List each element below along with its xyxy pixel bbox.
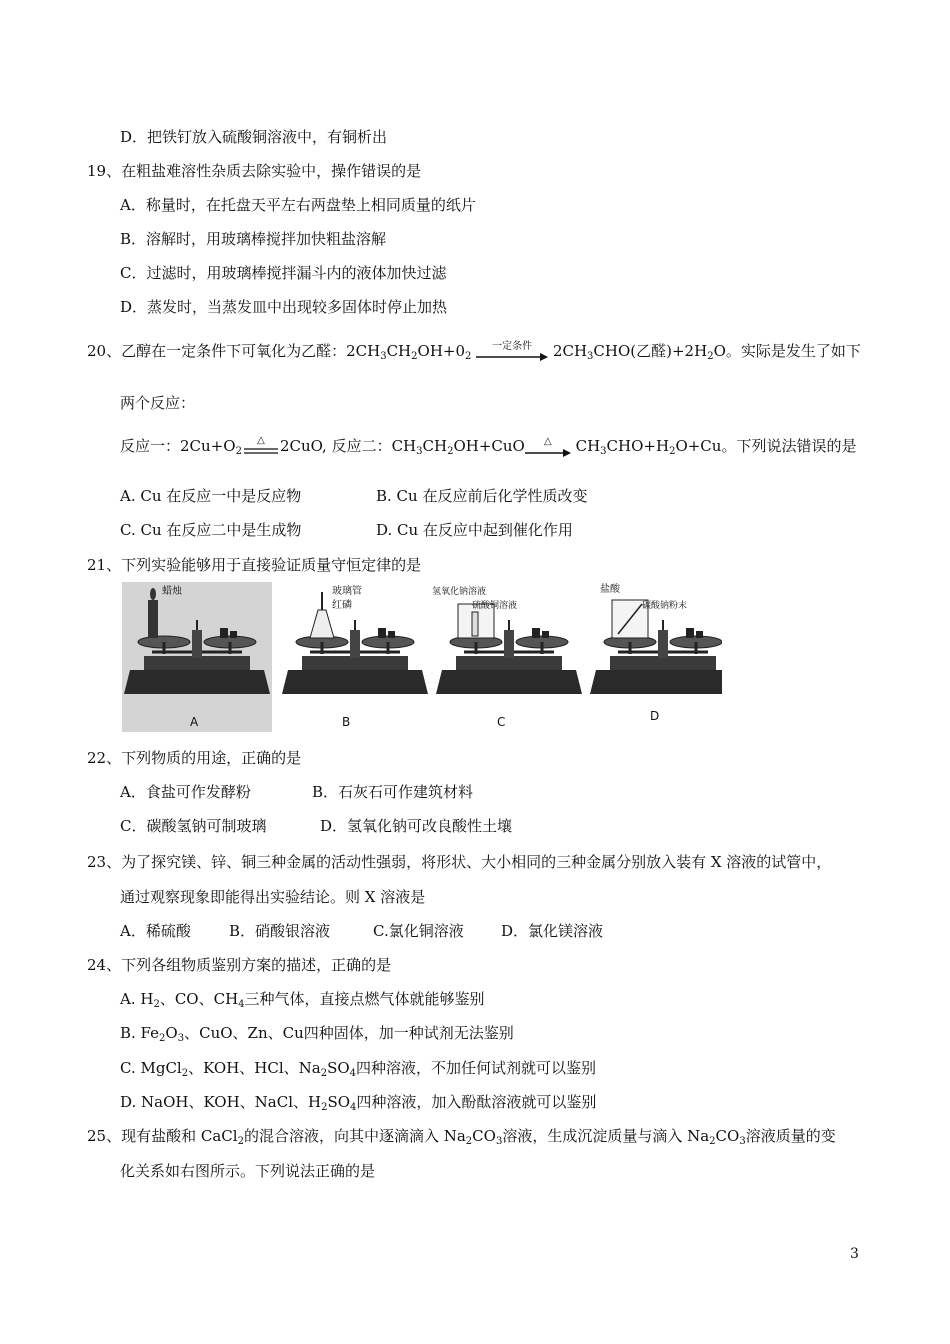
fig-letter-b: B — [342, 715, 351, 729]
q20-option-a: A. Cu 在反应一中是反应物 — [120, 487, 302, 505]
fig-letter-d: D — [650, 709, 660, 723]
q23-option-a: A．稀硫酸 — [120, 922, 191, 940]
figure-c-balance — [436, 604, 582, 694]
q21-balance-figures — [122, 582, 722, 732]
figure-d-balance — [590, 600, 722, 694]
q22-option-a: A．食盐可作发酵粉 — [120, 783, 251, 801]
q23-stem-2: 通过观察现象即能得出实验结论。则 X 溶液是 — [120, 888, 426, 906]
label-b-red-phosphorus: 红磷 — [332, 600, 352, 611]
q23-option-c: C.氯化铜溶液 — [373, 922, 464, 940]
fig-letter-c: C — [497, 715, 506, 729]
page-number: 3 — [850, 1246, 859, 1262]
figure-b-balance — [282, 592, 428, 694]
q21-stem: 21、下列实验能够用于直接验证质量守恒定律的是 — [87, 556, 422, 574]
label-c-cuso4: 硫酸铜溶液 — [472, 601, 518, 611]
q19-option-d: D．蒸发时，当蒸发皿中出现较多固体时停止加热 — [120, 298, 448, 316]
q20-option-c: C. Cu 在反应二中是生成物 — [120, 521, 302, 539]
label-d-hcl: 盐酸 — [600, 584, 620, 595]
label-d-na2co3: 碳酸钠粉末 — [642, 601, 688, 611]
q23-stem: 23、为了探究镁、锌、铜三种金属的活动性强弱，将形状、大小相同的三种金属分别放入装有 X 溶液的试管中， — [87, 853, 832, 871]
fig-letter-a: A — [190, 715, 199, 729]
label-c-naoh: 氢氧化钠溶液 — [432, 587, 487, 597]
q25-stem: 25、现有盐酸和 CaCl$_2$的混合溶液，向其中逐滴滴入 $Na_2CO_3$溶液，生成沉淀质量与滴入 $Na_2CO_3$溶液质量的变 — [87, 1127, 836, 1147]
q24-stem: 24、下列各组物质鉴别方案的描述，正确的是 — [87, 956, 392, 974]
q20-stem-2: 两个反应： — [120, 394, 196, 412]
figure-a-balance — [122, 582, 272, 732]
q25-stem-2: 化关系如右图所示。下列说法正确的是 — [120, 1162, 376, 1180]
q23-option-b: B．硝酸银溶液 — [229, 922, 331, 940]
q19-option-c: C．过滤时，用玻璃棒搅拌漏斗内的液体加快过滤 — [120, 264, 447, 282]
q24-option-b: B. $Fe_2O_3$、CuO、Zn、Cu四种固体，加一种试剂无法鉴别 — [120, 1024, 514, 1044]
q22-option-d: D．氢氧化钠可改良酸性土壤 — [320, 817, 513, 835]
label-b-glass-tube: 玻璃管 — [332, 586, 362, 597]
q20-reactions: 反应一：$2Cu+O_2$ △ 2CuO, 反应二：$CH_3CH_2OH+CuO$ △ $CH_3CHO+H_2O+Cu$。下列说法错误的是 — [120, 435, 857, 457]
label-a-candle: 蜡烛 — [162, 586, 182, 597]
q20-stem: 20、乙醇在一定条件下可氧化为乙醛：$2CH_3CH_2OH+0_2$ 一定条件 $2CH_3CHO$(乙醛)$+2H_2O$。实际是发生了如下 — [87, 341, 861, 362]
q22-stem: 22、下列物质的用途，正确的是 — [87, 749, 302, 767]
q19-option-b: B．溶解时，用玻璃棒搅拌加快粗盐溶解 — [120, 230, 387, 248]
q19-stem: 19、在粗盐难溶性杂质去除实验中，操作错误的是 — [87, 162, 422, 180]
arrow-icon: 一定条件 — [476, 347, 548, 357]
q24-option-a: A. $H_2$、CO、$CH_4$三种气体，直接点燃气体就能够鉴别 — [120, 990, 485, 1010]
equals-triangle-icon: △ — [257, 435, 265, 446]
q20-option-d: D. Cu 在反应中起到催化作用 — [376, 521, 573, 539]
q24-option-c: C. MgCl$_2$、KOH、HCl、$Na_2SO_4$四种溶液，不加任何试剂就可以鉴别 — [120, 1059, 597, 1079]
q20-option-b: B. Cu 在反应前后化学性质改变 — [376, 487, 588, 505]
q19-option-a: A．称量时，在托盘天平左右两盘垫上相同质量的纸片 — [120, 196, 476, 214]
arrow-triangle-icon: △ — [525, 442, 571, 452]
q23-option-d: D．氯化镁溶液 — [501, 922, 604, 940]
q18-option-d: D．把铁钉放入硫酸铜溶液中，有铜析出 — [120, 128, 388, 146]
q24-option-d: D. NaOH、KOH、NaCl、$H_2SO_4$四种溶液，加入酚酞溶液就可以鉴别 — [120, 1093, 597, 1113]
q22-option-c: C．碳酸氢钠可制玻璃 — [120, 817, 267, 835]
q22-option-b: B．石灰石可作建筑材料 — [312, 783, 474, 801]
